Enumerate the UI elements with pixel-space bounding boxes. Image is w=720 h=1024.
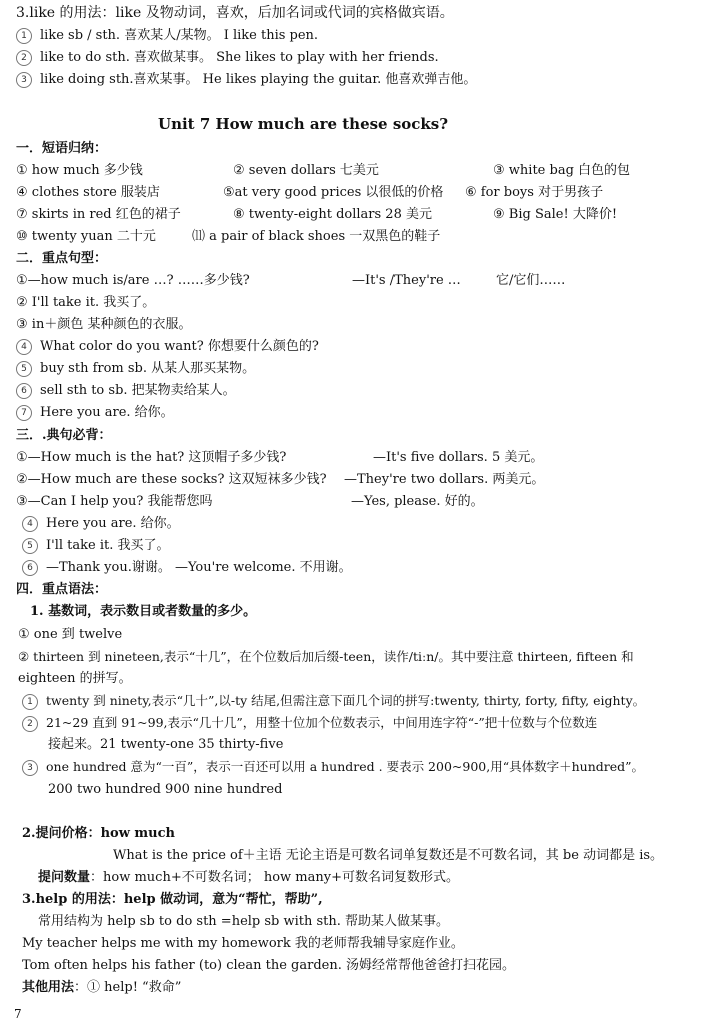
list-item <box>16 71 476 89</box>
help-line <box>22 979 181 997</box>
sentence-question: ③—Can I help you? 我能帮您吗 <box>16 494 213 509</box>
circled-number: 1 <box>22 694 38 710</box>
list-item-text: What color do you want? 你想要什么颜色的? <box>40 339 319 354</box>
sentence-question: ①—How much is the hat? 这顶帽子多少钱? <box>16 450 287 465</box>
phrase: ⑦ skirts in red 红色的裙子 <box>16 207 181 222</box>
help-line: 常用结构为 help sb to do sth =help sb with sth. 帮助某人做某事。 <box>38 914 450 929</box>
pattern-line: ② I'll take it. 我买了。 <box>16 295 156 310</box>
phrase: ④ clothes store 服装店 <box>16 185 160 200</box>
list-item-text: sell sth to sb. 把某物卖给某人。 <box>40 383 236 398</box>
page-number: 7 <box>14 1007 22 1021</box>
list-item <box>16 360 255 378</box>
circled-number: 3 <box>16 72 32 88</box>
price-rule: What is the price of＋主语 无论主语是可数名词单复数还是不可数名词，其 be 动词都是 is。 <box>113 848 664 863</box>
circled-number: 1 <box>16 28 32 44</box>
grammar-point: ② thirteen 到 nineteen,表示“十几”，在个位数后加后缀-teen，读作/tiːn/。其中要注意 thirteen, fifteen 和 <box>18 649 634 664</box>
phrase: ⑾ a pair of black shoes 一双黑色的鞋子 <box>192 229 441 244</box>
pattern-question: ①—how much is/are …? ……多少钱? <box>16 273 250 288</box>
help-line: Tom often helps his father (to) clean the garden. 汤姆经常帮他爸爸打扫花园。 <box>22 958 515 973</box>
list-item <box>22 692 645 710</box>
quantity-text: ：how much+不可数名词； how many+可数名词复数形式。 <box>90 870 459 885</box>
list-item-text: twenty 到 ninety,表示“几十”,以-ty 结尾,但需注意下面几个词的拼写:twenty, thirty, forty, fifty, eighty。 <box>46 693 646 708</box>
sentence-answer: —Yes, please. 好的。 <box>351 494 484 509</box>
phrase: ⑥ for boys 对于男孩子 <box>465 185 604 200</box>
sentence-row <box>16 471 544 489</box>
list-item <box>16 27 318 45</box>
sentences-heading: 三．.典句必背： <box>16 428 112 443</box>
grammar-point-cont: eighteen 的拼写。 <box>18 671 132 686</box>
grammar-subheading: 1. 基数词，表示数目或者数量的多少。 <box>30 604 257 619</box>
phrase: ⑩ twenty yuan 二十元 <box>16 229 156 244</box>
circled-number: 5 <box>22 538 38 554</box>
list-item <box>22 559 352 577</box>
phrases-heading: 一．短语归纳： <box>16 141 108 156</box>
circled-number: 2 <box>16 50 32 66</box>
price-heading: 2.提问价格：how much <box>22 826 175 841</box>
help-heading: 3.help 的用法：help 做动词，意为“帮忙，帮助”, <box>22 892 323 907</box>
pattern-line: ③ in＋颜色 某种颜色的衣服。 <box>16 317 192 332</box>
list-item <box>16 382 236 400</box>
list-item-text: Here you are. 给你。 <box>40 405 174 420</box>
sentence-question: ②—How much are these socks? 这双短袜多少钱? <box>16 472 327 487</box>
list-item-text: one hundred 意为“一百”，表示一百还可以用 a hundred . 要表示 200~900,用“具体数字＋hundred”。 <box>46 759 645 774</box>
circled-number: 4 <box>16 339 32 355</box>
list-item-text: buy sth from sb. 从某人那买某物。 <box>40 361 256 376</box>
list-item-text: I'll take it. 我买了。 <box>46 538 170 553</box>
circled-number: 6 <box>16 383 32 399</box>
sentence-row <box>16 449 543 467</box>
pattern-meaning: 它/它们…… <box>496 273 566 288</box>
list-item <box>16 404 174 422</box>
list-item-cont: 200 two hundred 900 nine hundred <box>48 782 283 797</box>
phrase: ⑨ Big Sale! 大降价! <box>493 207 618 222</box>
list-item <box>16 49 439 67</box>
list-item <box>22 515 180 533</box>
phrase-row <box>16 228 440 246</box>
quantity-rule <box>38 869 459 887</box>
sentence-answer: —They're two dollars. 两美元。 <box>344 472 545 487</box>
phrase: ① how much 多少钱 <box>16 163 143 178</box>
list-item-text: 21~29 直到 91~99,表示“几十几”，用整十位加个位数表示，中间用连字符“-”把十位数与个位数连 <box>46 715 598 730</box>
phrase-row <box>16 184 603 202</box>
grammar-heading: 四．重点语法： <box>16 582 108 597</box>
phrase-row <box>16 162 630 180</box>
list-item-text: —Thank you.谢谢。 —You're welcome. 不用谢。 <box>46 560 352 575</box>
like-usage-heading: 3.like 的用法：like 及物动词，喜欢，后加名词或代词的宾格做宾语。 <box>16 5 454 21</box>
list-item-text: like sb / sth. 喜欢某人/某物。 I like this pen. <box>40 28 319 43</box>
list-item-text: like doing sth.喜欢某事。 He likes playing the guitar. 他喜欢弹吉他。 <box>40 72 477 87</box>
list-item <box>22 758 644 776</box>
pattern-answer: —It's /They're … <box>352 273 461 288</box>
circled-number: 6 <box>22 560 38 576</box>
unit-title: Unit 7 How much are these socks? <box>158 115 449 133</box>
phrase: ⑧ twenty-eight dollars 28 美元 <box>233 207 432 222</box>
list-item <box>16 338 319 356</box>
sentence-answer: —It's five dollars. 5 美元。 <box>373 450 544 465</box>
grammar-point: ① one 到 twelve <box>18 627 123 642</box>
list-item-text: Here you are. 给你。 <box>46 516 180 531</box>
circled-number: 2 <box>22 716 38 732</box>
list-item <box>22 714 597 732</box>
phrase: ⑤at very good prices 以很低的价格 <box>223 185 444 200</box>
list-item-cont: 接起来。21 twenty-one 35 thirty-five <box>48 737 284 752</box>
quantity-label: 提问数量 <box>38 870 91 885</box>
other-usage-label: 其他用法 <box>22 980 75 995</box>
list-item-text: like to do sth. 喜欢做某事。 She likes to play with her friends. <box>40 50 439 65</box>
circled-number: 3 <box>22 760 38 776</box>
patterns-heading: 二．重点句型： <box>16 251 108 266</box>
circled-number: 5 <box>16 361 32 377</box>
phrase-row <box>16 206 617 224</box>
help-line: My teacher helps me with my homework 我的老师帮我辅导家庭作业。 <box>22 936 464 951</box>
circled-number: 4 <box>22 516 38 532</box>
circled-number: 7 <box>16 405 32 421</box>
phrase: ③ white bag 白色的包 <box>493 163 631 178</box>
list-item <box>22 537 169 555</box>
pattern-line <box>16 272 565 290</box>
sentence-row <box>16 493 484 511</box>
other-usage-text: ：① help! “救命” <box>74 980 182 995</box>
phrase: ② seven dollars 七美元 <box>233 163 379 178</box>
